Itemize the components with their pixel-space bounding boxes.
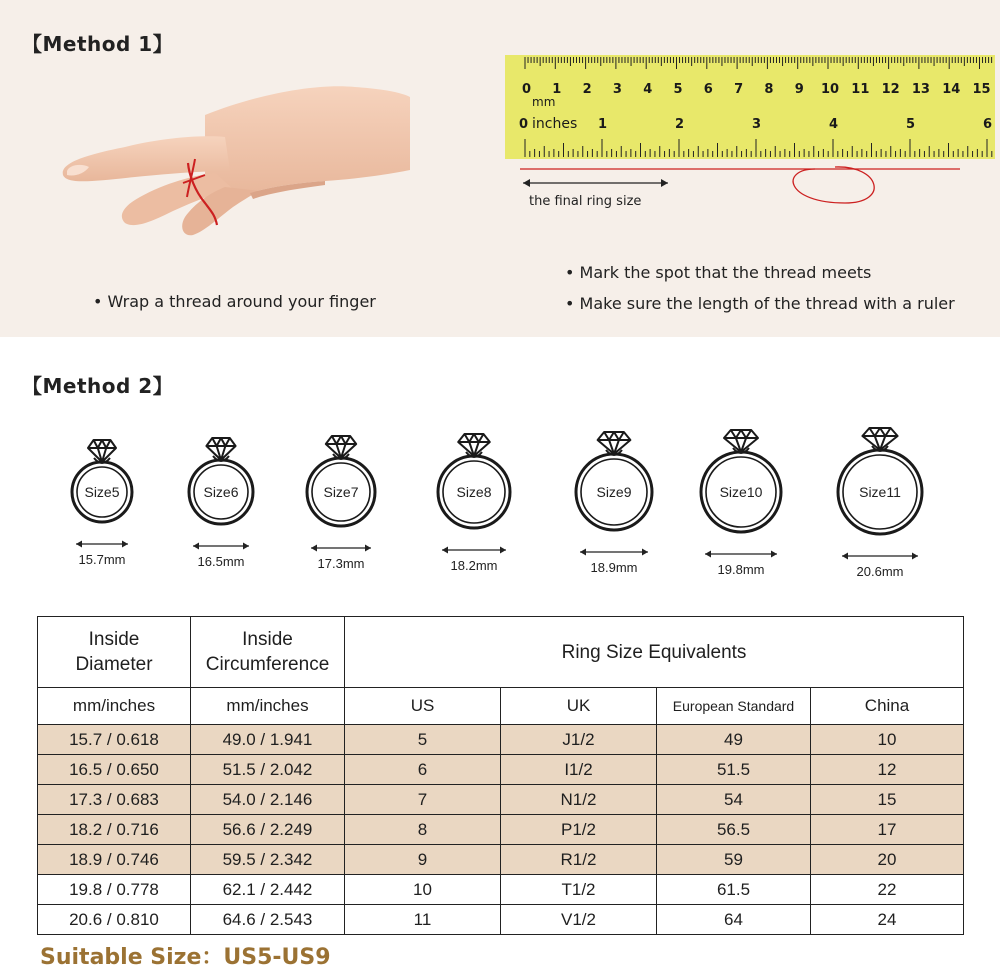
table-cell: 64 [657,905,811,935]
ruler-inch-number: 1 [598,117,608,132]
table-cell: 18.9 / 0.746 [38,845,191,875]
header-inside-diameter: Inside Diameter [38,617,191,688]
bullet-mark-spot [565,263,871,282]
table-row [38,905,964,935]
table-cell: 51.5 [657,755,811,785]
table-cell: T1/2 [501,875,657,905]
thread-loop [793,167,874,203]
table-cell: 6 [345,755,501,785]
table-cell: 15.7 / 0.618 [38,725,191,755]
bullet-text: Make sure the length of the thread with a ruler [579,294,955,313]
table-cell: 17 [811,815,964,845]
diamond-icon [458,434,490,456]
table-cell: 56.5 [657,815,811,845]
ring-icon [307,436,375,571]
header-inside-circumference: Inside Circumference [191,617,345,688]
bullet-text: Mark the spot that the thread meets [579,263,872,282]
ruler-illustration [505,55,995,215]
ruler-cm-number: 1 [552,82,562,97]
diamond-icon [862,428,897,450]
ring-size-label: Size7 [323,484,359,500]
ruler-inches-label: inches [532,116,578,132]
table-row [38,845,964,875]
subheader-diameter-unit: mm/inches [38,688,191,725]
table-cell: 56.6 / 2.249 [191,815,345,845]
ring-icon [838,428,922,579]
ring-icon [576,432,652,575]
subheader-us: US [345,688,501,725]
bullet-text: Wrap a thread around your finger [107,292,376,311]
ring-diameter-label: 18.9mm [590,560,638,575]
ruler-inch-number: 5 [906,117,916,132]
ruler-cm-number: 4 [643,82,653,97]
method1-title: 【Method 1】 [22,32,174,56]
ring-icon [438,434,510,573]
ring-diameter-label: 18.2mm [450,558,498,573]
table-cell: 17.3 / 0.683 [38,785,191,815]
table-row [38,785,964,815]
table-cell: 5 [345,725,501,755]
ruler-caption: the final ring size [529,194,642,209]
table-cell: 61.5 [657,875,811,905]
table-cell: 64.6 / 2.543 [191,905,345,935]
ruler-cm-number: 13 [911,82,930,97]
ring-size-label: Size9 [596,484,632,500]
ring-icon [189,438,253,569]
arrow-left-icon [523,179,530,187]
header-ring-size-equivalents: Ring Size Equivalents [345,617,964,688]
bullet-dot-icon: • [565,294,580,313]
table-cell: 7 [345,785,501,815]
table-cell: 49.0 / 1.941 [191,725,345,755]
arrow-left-icon [580,549,586,556]
ruler-inch-number: 3 [752,117,762,132]
diamond-icon [206,438,235,460]
ruler-cm-number: 9 [794,82,804,97]
ring-size-label: Size10 [719,484,763,500]
table-cell: V1/2 [501,905,657,935]
table-cell: 10 [811,725,964,755]
ruler-cm-number: 2 [582,82,592,97]
ruler-cm-number: 10 [821,82,840,97]
table-cell: 10 [345,875,501,905]
ring-diameter-label: 16.5mm [197,554,245,569]
ring-size-chart [0,400,1000,590]
ring-diameter-label: 19.8mm [717,562,765,577]
ruler-cm-number: 12 [881,82,900,97]
bullet-wrap-thread [93,292,376,311]
arrow-left-icon [442,547,448,554]
table-cell: 54 [657,785,811,815]
ruler-inch-number: 0 [519,117,529,132]
subheader-european: European Standard [657,688,811,725]
ring-diameter-label: 17.3mm [317,556,365,571]
table-cell: 59.5 / 2.342 [191,845,345,875]
bullet-dot-icon: • [93,292,108,311]
arrow-left-icon [193,543,199,550]
table-cell: 15 [811,785,964,815]
bullet-dot-icon: • [565,263,580,282]
table-cell: 62.1 / 2.442 [191,875,345,905]
table-row [38,725,964,755]
arrow-right-icon [912,553,918,560]
table-row [38,815,964,845]
ruler-inch-number: 4 [829,117,839,132]
table-cell: 20.6 / 0.810 [38,905,191,935]
ruler-cm-number: 7 [734,82,744,97]
table-cell: P1/2 [501,815,657,845]
ruler-inch-number: 6 [983,117,993,132]
ruler-cm-number: 11 [851,82,870,97]
diamond-icon [88,440,116,462]
table-cell: 59 [657,845,811,875]
ring-size-label: Size11 [859,484,901,500]
suitable-size-note: Suitable Size：US5-US9 [40,945,331,970]
ruler-body [505,55,995,159]
diamond-icon [724,430,758,452]
table-cell: 51.5 / 2.042 [191,755,345,785]
ring-diameter-label: 20.6mm [856,564,904,579]
method1-panel [0,0,1000,337]
ring-diameter-label: 15.7mm [78,552,126,567]
ruler-cm-number: 8 [764,82,774,97]
ruler-cm-number: 15 [972,82,991,97]
table-row [38,875,964,905]
ring-icon [72,440,132,567]
ruler-cm-number: 5 [673,82,683,97]
arrow-right-icon [771,551,777,558]
arrow-left-icon [76,541,82,548]
table-cell: R1/2 [501,845,657,875]
ruler-cm-number: 6 [703,82,713,97]
table-cell: 49 [657,725,811,755]
table-cell: 24 [811,905,964,935]
method2-title: 【Method 2】 [22,374,174,398]
arrow-right-icon [122,541,128,548]
table-cell: I1/2 [501,755,657,785]
table-cell: J1/2 [501,725,657,755]
diamond-icon [598,432,631,454]
table-row [38,755,964,785]
ring-size-label: Size6 [203,484,239,500]
table-cell: 19.8 / 0.778 [38,875,191,905]
ring-size-label: Size5 [84,484,120,500]
arrow-left-icon [705,551,711,558]
ring-size-label: Size8 [456,484,492,500]
arrow-left-icon [842,553,848,560]
arrow-right-icon [661,179,668,187]
table-cell: 12 [811,755,964,785]
table-cell: 9 [345,845,501,875]
arrow-right-icon [243,543,249,550]
table-cell: 20 [811,845,964,875]
bullet-measure-length [565,294,955,313]
diamond-icon [326,436,356,458]
table-cell: N1/2 [501,785,657,815]
arrow-left-icon [311,545,317,552]
table-cell: 11 [345,905,501,935]
table-cell: 16.5 / 0.650 [38,755,191,785]
subheader-circumference-unit: mm/inches [191,688,345,725]
table-cell: 54.0 / 2.146 [191,785,345,815]
hand-illustration [55,75,415,255]
arrow-right-icon [500,547,506,554]
table-cell: 18.2 / 0.716 [38,815,191,845]
subheader-china: China [811,688,964,725]
table-cell: 8 [345,815,501,845]
ruler-mm-label: mm [532,95,556,109]
arrow-right-icon [642,549,648,556]
ring-icon [701,430,781,577]
ring-size-table [37,616,964,935]
ruler-inch-number: 2 [675,117,685,132]
ruler-cm-number: 3 [612,82,622,97]
subheader-uk: UK [501,688,657,725]
arrow-right-icon [365,545,371,552]
ruler-cm-number: 0 [522,82,532,97]
ruler-cm-number: 14 [942,82,961,97]
table-cell: 22 [811,875,964,905]
